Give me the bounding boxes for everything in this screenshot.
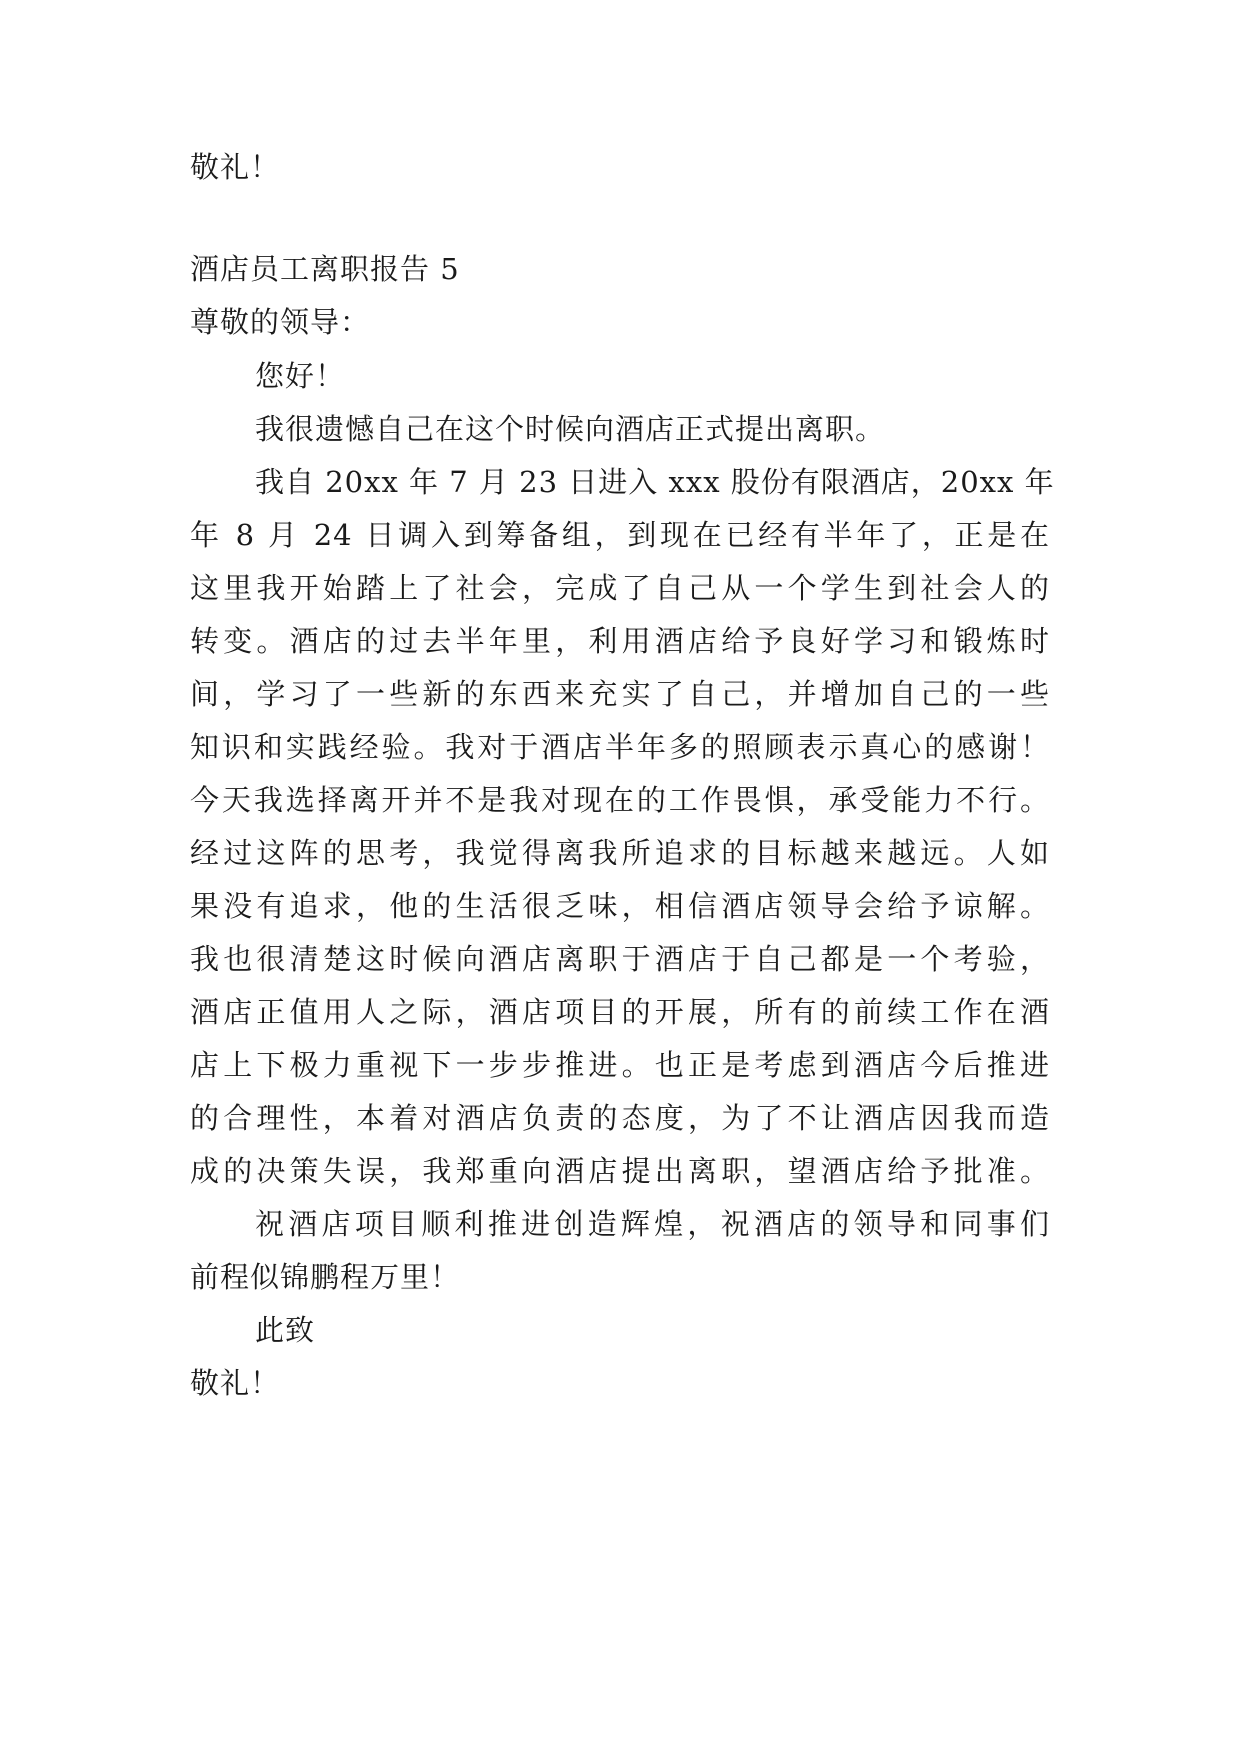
- greeting: 您好！: [255, 359, 346, 393]
- paragraph-line: 我自 20xx 年 7 月 23 日进入 xxx 股份有限酒店，20xx 年: [255, 465, 1055, 499]
- wish-line: 前程似锦鹏程万里！: [190, 1260, 461, 1294]
- paragraph-line: 店上下极力重视下一步步推进。也正是考虑到酒店今后推进: [190, 1048, 1050, 1082]
- paragraph-line: 今天我选择离开并不是我对现在的工作畏惧，承受能力不行。: [190, 783, 1050, 817]
- paragraph-line: 间，学习了一些新的东西来充实了自己，并增加自己的一些: [190, 677, 1050, 711]
- closing-ci-zhi: 此致: [255, 1313, 316, 1347]
- paragraph-line: 我也很清楚这时候向酒店离职于酒店于自己都是一个考验，: [190, 942, 1050, 976]
- closing-jing-li: 敬礼！: [190, 1366, 281, 1400]
- top-closing: 敬礼！: [190, 150, 281, 184]
- paragraph-line: 经过这阵的思考，我觉得离我所追求的目标越来越远。人如: [190, 836, 1050, 870]
- paragraph-line: 年 8 月 24 日调入到筹备组，到现在已经有半年了，正是在: [190, 518, 1050, 552]
- wish-line: 祝酒店项目顺利推进创造辉煌，祝酒店的领导和同事们: [255, 1207, 1050, 1241]
- opening-line: 我很遗憾自己在这个时候向酒店正式提出离职。: [255, 412, 886, 446]
- paragraph-line: 果没有追求，他的生活很乏味，相信酒店领导会给予谅解。: [190, 889, 1050, 923]
- paragraph-line: 成的决策失误，我郑重向酒店提出离职，望酒店给予批准。: [190, 1154, 1050, 1188]
- paragraph-line: 转变。酒店的过去半年里，利用酒店给予良好学习和锻炼时: [190, 624, 1050, 658]
- paragraph-line: 的合理性，本着对酒店负责的态度，为了不让酒店因我而造: [190, 1101, 1050, 1135]
- paragraph-line: 酒店正值用人之际，酒店项目的开展，所有的前续工作在酒: [190, 995, 1050, 1029]
- paragraph-line: 知识和实践经验。我对于酒店半年多的照顾表示真心的感谢！: [190, 730, 1050, 764]
- document-title: 酒店员工离职报告 5: [190, 252, 460, 286]
- salutation: 尊敬的领导：: [190, 305, 371, 339]
- paragraph-line: 这里我开始踏上了社会，完成了自己从一个学生到社会人的: [190, 571, 1050, 605]
